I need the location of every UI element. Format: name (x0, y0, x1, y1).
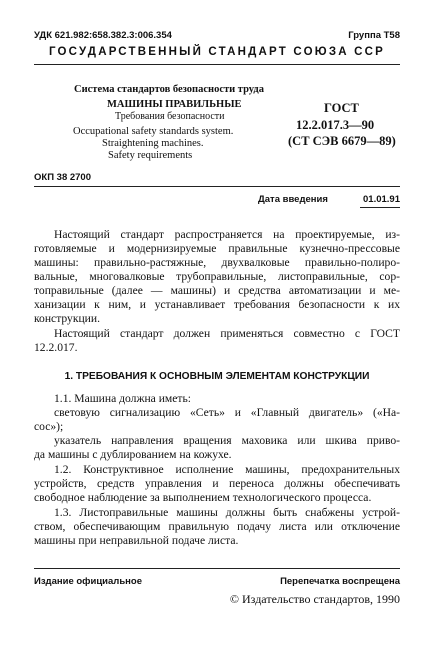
clause-1-2 (34, 463, 400, 505)
okp-code: ОКП 38 2700 (34, 172, 91, 183)
text-line: 1.1. Машина должна иметь: (54, 392, 191, 405)
text-line: указатель направления вращения маховика или шкива приво- (54, 434, 400, 447)
org-title: ГОСУДАРСТВЕННЫЙ СТАНДАРТ СОЮЗА ССР (48, 46, 386, 58)
text-line: ханизации к ним, и устанавливает требования безопасности к их (34, 298, 400, 311)
udk-code: УДК 621.982:658.382.3:006.354 (34, 30, 172, 41)
text-line: свободное наблюдение за выполнением технологического процесса. (34, 491, 372, 504)
text-line: 1.3. Листоправильные машины должны быть снабжены устрой- (54, 506, 400, 519)
text-line: машины: правильно-растяжные, двухвалковые правильно-полиро- (34, 256, 400, 269)
text-line: сос»); (34, 420, 64, 433)
text-line: устройств, средств управления и переноса должны обеспечивать (34, 477, 400, 490)
system-name: Система стандартов безопасности труда (74, 84, 264, 95)
intro-date-underline (360, 207, 400, 208)
clause-1-3 (34, 506, 400, 548)
text-line: световую сигнализацию «Сеть» и «Главный двигатель» («На- (54, 406, 400, 419)
title-ru: МАШИНЫ ПРАВИЛЬНЫЕ (107, 99, 242, 110)
text-line: да машины с дублированием на кожухе. (34, 448, 232, 461)
text-line: ством, обеспечивающим правильную подачу листа или отключение (34, 520, 400, 533)
title-rule (34, 186, 400, 187)
text-line: конструкции. (34, 312, 100, 325)
section-1-title: 1. ТРЕБОВАНИЯ К ОСНОВНЫМ ЭЛЕМЕНТАМ КОНСТРУКЦИИ (64, 371, 370, 382)
application-paragraph (34, 327, 400, 355)
intro-date-label: Дата введения (258, 194, 328, 205)
official-edition: Издание официальное (34, 576, 142, 587)
st-sev-number: (СТ СЭВ 6679—89) (288, 134, 396, 148)
scope-paragraph (34, 228, 400, 326)
subtitle-ru: Требования безопасности (115, 111, 225, 122)
header-rule (34, 64, 400, 65)
footer-rule (34, 568, 400, 569)
text-line: 12.2.017. (34, 341, 78, 354)
gost-label: ГОСТ (324, 101, 359, 115)
intro-date-value: 01.01.91 (363, 194, 400, 205)
text-line: топравильные (далее — машины) и средства автоматизации и ме- (34, 284, 400, 297)
text-line: Настоящий стандарт распространяется на проектируемые, из- (54, 228, 400, 241)
text-line: Настоящий стандарт должен применяться совместно с ГОСТ (54, 327, 400, 340)
reprint-notice: Перепечатка воспрещена (280, 576, 400, 587)
group-code: Группа Т58 (348, 30, 400, 41)
clause-1-1 (34, 392, 400, 462)
title-en-line-3: Safety requirements (108, 150, 193, 161)
title-en-line-2: Straightening machines. (102, 138, 204, 149)
text-line: машины при неправильной подаче листа. (34, 534, 239, 547)
gost-number: 12.2.017.3—90 (296, 118, 375, 132)
copyright: © Издательство стандартов, 1990 (229, 592, 400, 606)
title-en-line-1: Occupational safety standards system. (73, 126, 234, 137)
text-line: вальные, многовалковые трубоправильные, листоправильные, сор- (34, 270, 400, 283)
text-line: 1.2. Конструктивное исполнение машины, предохранительных (54, 463, 400, 476)
text-line: готовляемые и модернизируемые правильные кузнечно-прессовые (34, 242, 400, 255)
